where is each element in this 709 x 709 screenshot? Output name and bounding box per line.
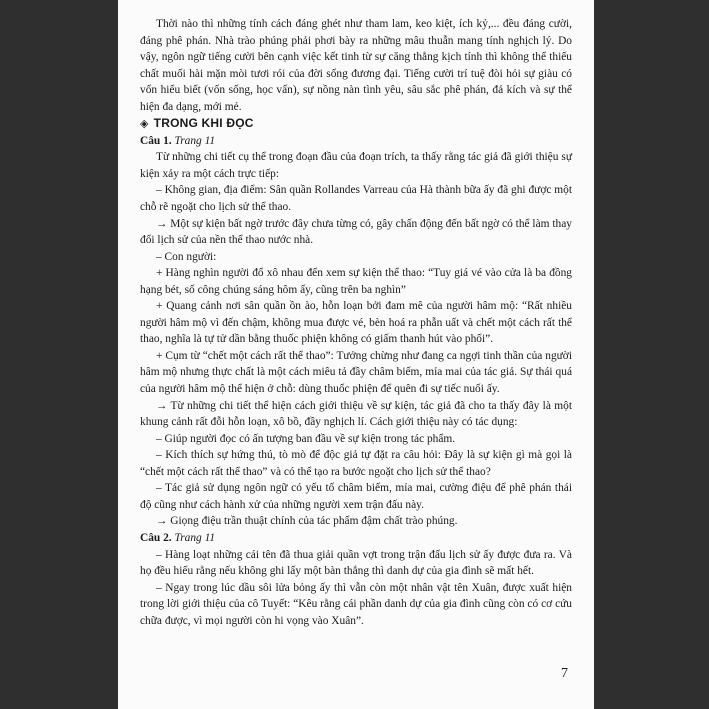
q1-paragraph: + Cụm từ “chết một cách rất thể thao”: Tưởng chừng như đang ca ngợi tinh thần của người hâm mộ nhưng thực chất là một cách miêu tả đầy châm biếm, mỉa mai của tác giả. Sự thái quá của người hâm mộ thể hiện ở chỗ: dùng thuốc phiện để quên đi sự tiếc nuối ấy.: [140, 349, 572, 396]
question-2-ref: Trang 11: [174, 531, 216, 544]
viewer-frame-right: [594, 0, 709, 709]
q1-paragraph: Từ những chi tiết cụ thể trong đoạn đầu của đoạn trích, ta thấy rằng tác giả đã giới thiệu sự kiện xảy ra một cách trực tiếp:: [140, 151, 572, 180]
q1-paragraph: – Kích thích sự hứng thú, tò mò để độc giả tự đặt ra câu hỏi: Đây là sự kiện gì mà gọi là “chết một cách rất thể thao” và có thể tạo ra bước ngoặt cho lịch sử thể thao?: [140, 449, 572, 478]
q1-paragraph: – Giúp người đọc có ấn tượng ban đầu về sự kiện trong tác phẩm.: [156, 432, 456, 445]
q1-paragraph: + Quang cảnh nơi sân quần ồn ào, hỗn loạn bởi đam mê của người hâm mộ: “Rất nhiều người hâm mộ vì đến chậm, không mua được vé, bèn hoá ra phẫn uất và chết một cách rất thể thao, nghĩa là tự tử dần bằng thuốc phiện không có giấm thanh hút vào phổi”.: [140, 300, 572, 346]
section-heading: [140, 115, 572, 133]
question-2-heading: [140, 530, 572, 547]
viewer-frame-left: [0, 0, 118, 709]
section-title: TRONG KHI ĐỌC: [153, 116, 254, 131]
question-1-ref: Trang 11: [174, 134, 216, 147]
book-page: [118, 0, 594, 709]
q2-paragraph: – Hàng loạt những cái tên đã thua giải quần vợt trong trận đấu lịch sử ấy được đưa ra. Và họ đều hiểu rằng nếu không ghi lấy một bàn thắng thì danh dự của gia đình sẽ mất hết.: [140, 548, 572, 578]
q1-paragraph: – Tác giả sử dụng ngôn ngữ có yếu tố châm biếm, mỉa mai, cường điệu để phê phán thái độ cũng như cách hành xử của những người xem trận đấu này.: [140, 482, 572, 511]
question-2-label: Câu 2.: [140, 531, 172, 544]
question-1-heading: [140, 133, 572, 150]
q1-paragraph: → Giọng điệu trần thuật chính của tác phẩm đậm chất trào phúng.: [156, 515, 458, 528]
question-1-label: Câu 1.: [140, 134, 172, 147]
q1-paragraph: + Hàng nghìn người đổ xô nhau đến xem sự kiện thể thao: “Tuy giá vé vào cửa là ba đồng hạng bét, số công chúng sáng hôm ấy, cũng trên ba nghìn”: [140, 267, 572, 296]
q1-paragraph: – Con người:: [156, 250, 217, 263]
q2-paragraph: – Ngay trong lúc dầu sôi lửa bỏng ấy thì vẫn còn một nhân vật tên Xuân, được xuất hiện trong lời giới thiệu của cô Tuyết: “Kêu rằng cái phần danh dự của gia đình cũng còn có cơ cứu chữa được, vì mọi người còn hi vọng vào Xuân”.: [140, 581, 572, 627]
q1-paragraph: → Từ những chi tiết thể hiện cách giới thiệu về sự kiện, tác giả đã cho ta thấy đây là một khung cảnh rất đỗi hỗn loạn, xô bồ, đầy nghịch lí. Cách giới thiệu này có tác dụng:: [140, 399, 572, 429]
diamond-icon: ◈: [140, 118, 149, 131]
q1-paragraph: → Một sự kiện bất ngờ trước đây chưa từng có, gây chấn động đến bất ngờ có thể làm thay đổi lịch sử của nền thể thao nước nhà.: [140, 217, 572, 247]
intro-paragraph: Thời nào thì những tính cách đáng ghét như tham lam, keo kiệt, ích kỷ,... đều đáng cười, đáng phê phán. Nhà trào phúng phải phơi bày ra những mâu thuẫn mang tính nghịch lý. Do vậy, ngôn ngữ tiếng cười bên cạnh việc kết tinh từ sự căng thẳng kịch tính thì không thể thiếu chất muối hài mặn mòi tươi rói của đời sống đương đại. Tiếng cười trí tuệ đòi hỏi sự giàu có vốn hiểu biết (vốn sống, học vấn), sự nồng nàn tình yêu, sâu sắc phê phán, đả kích và sự thể hiện đa dạng, mới mẻ.: [140, 18, 572, 113]
page-number: 7: [561, 666, 568, 681]
q1-paragraph: – Không gian, địa điểm: Sân quần Rollandes Varreau của Hà thành bữa ấy đã ghi được một chỗ rẽ ngoặt cho lịch sử thể thao.: [140, 184, 572, 214]
